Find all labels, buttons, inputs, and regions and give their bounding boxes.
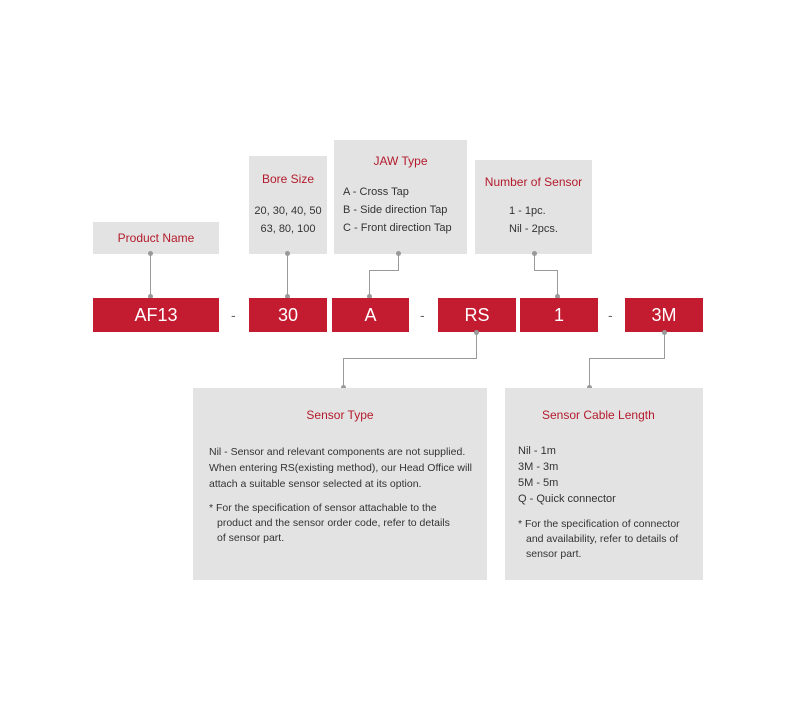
sensor-type-line-2: When entering RS(existing method), our Head Office will	[209, 462, 473, 474]
jaw-type-title: JAW Type	[373, 154, 428, 168]
sensor-cable-line-1: Nil - 1m	[518, 445, 556, 457]
connector-line	[369, 270, 399, 271]
code-product: AF13	[93, 298, 219, 332]
sensor-type-title: Sensor Type	[306, 408, 374, 422]
connector-line	[343, 358, 344, 388]
sensor-type-note-2: product and the sensor order code, refer to details	[217, 517, 450, 529]
connector-line	[476, 332, 477, 358]
number-of-sensor-box	[475, 160, 592, 254]
separator-dash: -	[608, 307, 613, 323]
product-name-title: Product Name	[117, 231, 195, 245]
bore-size-title: Bore Size	[261, 172, 315, 186]
code-jaw: A	[332, 298, 409, 332]
bore-size-box	[249, 156, 327, 254]
connector-line	[534, 254, 535, 270]
separator-dash: -	[231, 307, 236, 323]
code-cable: 3M	[625, 298, 703, 332]
sensor-cable-length-title: Sensor Cable Length	[542, 408, 655, 422]
connector-line	[398, 254, 399, 270]
number-of-sensor-line-1: 1 - 1pc.	[509, 205, 546, 217]
code-bore: 30	[249, 298, 327, 332]
bore-size-line-2: 63, 80, 100	[260, 223, 316, 235]
sensor-cable-note-3: sensor part.	[526, 548, 582, 560]
sensor-type-box	[193, 388, 487, 580]
code-sensor-count: 1	[520, 298, 598, 332]
code-sensor-type: RS	[438, 298, 516, 332]
connector-line	[287, 254, 288, 298]
sensor-cable-line-4: Q - Quick connector	[518, 493, 616, 505]
product-name-box	[93, 222, 219, 254]
sensor-type-line-3: attach a suitable sensor selected at its option.	[209, 478, 422, 490]
jaw-type-box	[334, 140, 467, 254]
jaw-type-line-2: B - Side direction Tap	[343, 204, 448, 216]
sensor-cable-line-3: 5M - 5m	[518, 477, 559, 489]
sensor-cable-line-2: 3M - 3m	[518, 461, 559, 473]
connector-line	[343, 358, 477, 359]
sensor-cable-length-box	[505, 388, 703, 580]
bore-size-line-1: 20, 30, 40, 50	[254, 205, 322, 217]
jaw-type-line-3: C - Front direction Tap	[343, 222, 452, 234]
connector-line	[150, 254, 151, 298]
number-of-sensor-line-2: Nil - 2pcs.	[509, 223, 558, 235]
separator-dash: -	[420, 307, 425, 323]
sensor-type-note-1: * For the specification of sensor attachable to the	[209, 502, 437, 514]
number-of-sensor-title: Number of Sensor	[484, 175, 583, 189]
connector-line	[534, 270, 557, 271]
sensor-cable-note-1: * For the specification of connector	[518, 518, 680, 530]
sensor-type-note-3: of sensor part.	[217, 532, 285, 544]
connector-line	[589, 358, 590, 388]
sensor-cable-note-2: and availability, refer to details of	[526, 533, 679, 545]
sensor-type-line-1: Nil - Sensor and relevant components are not supplied.	[209, 446, 466, 458]
connector-line	[664, 332, 665, 358]
jaw-type-line-1: A - Cross Tap	[343, 186, 409, 198]
connector-line	[589, 358, 665, 359]
